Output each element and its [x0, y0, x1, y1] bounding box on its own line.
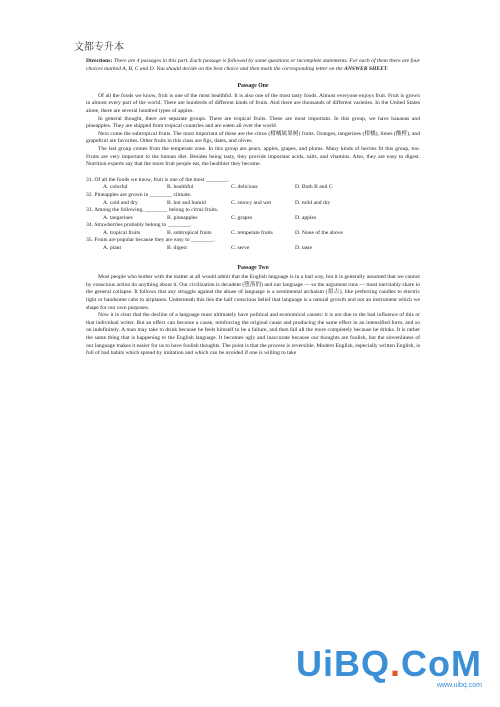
option-a: A. tangerines [103, 214, 133, 221]
directions-label: Directions: [86, 58, 113, 64]
option-b: B. digest [167, 245, 187, 252]
logo-dot: . [390, 643, 402, 684]
watermark-url: www.uibq.com [436, 682, 482, 689]
question-stem: 31. Of all the foods we know, fruit is one of the most ________. [86, 176, 230, 183]
passage-two-paragraph: Most people who bother with the matter at all would admit that the English language is in a bad way, but it is generally assumed that we cannot by conscious action do anything about it. Our civilization is decadent (堕落的) and our language — so the argument runs — must inevitably share in the general collapse. It follows that any struggle against the abuse of language is a sentimental archaism (拟古), like preferring candles to electric light or handsome cabs to airplanes. Underneath this lies the half conscious belief that language is a natural growth and not an instrument which we shape for our own purposes. [86, 274, 420, 311]
question-list [86, 177, 420, 253]
passage-two-title: Passage Two [237, 264, 269, 271]
option-d: D. apples [295, 214, 317, 221]
question [86, 207, 420, 222]
option-d: D. Both B and C [295, 184, 333, 191]
directions-text: There are 4 passages in this part. Each passage is followed by some questions or incomplete statements. For each of them there are four choices marked A, B, C and D. You should decide on the best choice and then mark the corresponding letter on the [86, 58, 420, 72]
option-d: D. taste [295, 245, 313, 252]
option-c: C. serve [231, 245, 250, 252]
option-d: D. None of the above [295, 229, 343, 236]
passage-one-paragraph: Of all the foods we know, fruit is one of the most healthful. It is also one of the most tasty foods. Almost everyone enjoys fruit. Fruit is grown in almost every part of the world. There are hundreds of different kinds of fruits. And there are thousands of different varieties. In the United States alone, there are several hundred types of apples. [86, 92, 420, 114]
logo-part: UiBQ [296, 643, 390, 684]
option-c: C. temperate fruits [231, 229, 273, 236]
directions-end: . [387, 65, 389, 72]
question [86, 177, 420, 192]
passage-one-title: Passage One [237, 83, 269, 90]
option-a: A. tropical fruits [103, 229, 141, 236]
option-a: A. plant [103, 245, 122, 252]
question-stem: 35. Fruits are popular because they are easy to ________. [86, 237, 215, 244]
option-b: B. healthful [167, 184, 194, 191]
option-c: C. delicious [231, 184, 258, 191]
option-a: A. cold and dry [103, 199, 138, 206]
question [86, 192, 420, 207]
passage-two-paragraph: Now it is clear that the decline of a language must ultimately have political and economical causes: it is not due to the bad influence of this or that individual writer. But an effect can become a cause, reinforcing the original cause and producing the same effect in an intensified form, and so on indefinitely. A man may take to drink because he feels himself to be a failure, and then fail all the more completely because he drinks. It is rather the same thing that is happening to the English language. It becomes ugly and inaccurate because our thoughts are foolish, but the slovenliness of our language makes it easier for us to have foolish thoughts. The point is that the process is reversible. Modern English, especially written English, is full of bad habits which spread by imitation and which can be avoided if one is willing to take [86, 312, 420, 357]
answer-sheet-label: ANSWER SHEET [344, 65, 388, 72]
option-a: A. colorful [103, 184, 128, 191]
question [86, 222, 420, 237]
option-c: C. snowy and wet [231, 199, 272, 206]
option-c: C. grapes [231, 214, 253, 221]
option-b: B. hot and humid [167, 199, 206, 206]
question-stem: 34. Strawberries probably belong to ________. [86, 222, 192, 229]
watermark [296, 643, 482, 689]
question-stem: 33. Among the following, ________ belong to citrus fruits. [86, 207, 219, 214]
passage-one-paragraph: Next come the subtropical fruits. The most important of these are the citrus (柑橘属果树) fruits. Oranges, tangerines (柑橘), limes (酸橙), and grapefruit are favorites. Other fruits in this class are figs, dates, and olives. [86, 130, 420, 145]
passage-one-paragraph: In general thought, there are separate groups. There are tropical fruits. These are most important. In this group, we have bananas and pineapples. They are shipped from tropical countries and are eaten all over the world. [86, 115, 420, 130]
question [86, 237, 420, 252]
option-d: D. mild and dry [295, 199, 331, 206]
directions [86, 58, 420, 73]
passage-one-paragraph: The last group comes from the temperate zone. In this group are pears, apples, grapes, and plums. Many kinds of berries fit this group, too. Fruits are very important to the human diet. Besides being tasty, they provide important acids, salts, and vitamins. Also, they are easy to digest. Nutrition experts say that the more fruit people eat, the healthier they become. [86, 145, 420, 168]
option-b: B. pineapples [167, 214, 198, 221]
question-stem: 32. Pineapples are grown in ________ climate. [86, 191, 192, 198]
watermark-logo [296, 643, 482, 684]
option-b: B. subtropical fruits [167, 229, 212, 236]
logo-part: CoM [401, 643, 482, 684]
exam-page [86, 58, 420, 358]
page-header: 文都专升本 [74, 42, 124, 53]
